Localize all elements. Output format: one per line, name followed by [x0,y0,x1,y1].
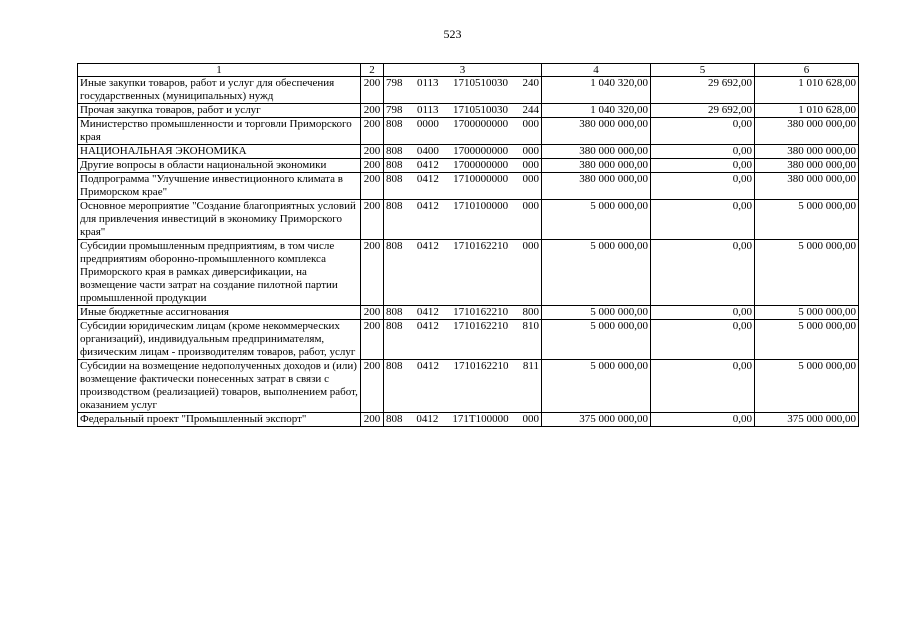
row-code-200-cell: 200 [361,413,384,427]
target-article-code: 1700000000 [453,118,509,130]
department-code: 808 [386,240,403,252]
table-header-row [78,64,859,77]
row-change-cell: 0,00 [651,173,755,200]
column-header: 2 [361,64,384,77]
row-code-200-cell: 200 [361,200,384,240]
table-row [78,104,859,118]
section-code: 0412 [416,360,439,372]
classification-code [386,77,539,90]
row-amount-cell: 1 040 320,00 [542,77,651,104]
target-article-code: 1710162210 [453,240,509,252]
row-code-200-cell: 200 [361,240,384,306]
row-change-cell: 29 692,00 [651,77,755,104]
row-amount-cell: 5 000 000,00 [542,240,651,306]
expense-type-code: 244 [522,104,539,116]
department-code: 808 [386,173,403,185]
row-name-cell: НАЦИОНАЛЬНАЯ ЭКОНОМИКА [78,145,361,159]
table-body [78,77,859,427]
row-total-cell: 380 000 000,00 [755,173,859,200]
expense-type-code: 000 [522,159,539,171]
column-header: 1 [78,64,361,77]
row-classification-code-cell [384,413,542,427]
classification-code [386,104,539,117]
row-classification-code-cell [384,118,542,145]
column-header: 5 [651,64,755,77]
row-change-cell: 0,00 [651,145,755,159]
row-name-cell: Основное мероприятие "Создание благоприятных условий для привлечения инвестиций в экономику Приморского края" [78,200,361,240]
row-amount-cell: 5 000 000,00 [542,200,651,240]
target-article-code: 1710100000 [453,200,509,212]
row-total-cell: 375 000 000,00 [755,413,859,427]
row-amount-cell: 5 000 000,00 [542,306,651,320]
section-code: 0113 [416,77,439,89]
classification-code [386,306,539,319]
department-code: 798 [386,77,403,89]
expense-type-code: 811 [522,360,539,372]
department-code: 808 [386,320,403,332]
row-total-cell: 5 000 000,00 [755,320,859,360]
target-article-code: 1710000000 [453,173,509,185]
expense-type-code: 000 [522,240,539,252]
section-code: 0412 [416,413,439,425]
table-row [78,413,859,427]
row-classification-code-cell [384,173,542,200]
row-classification-code-cell [384,145,542,159]
row-classification-code-cell [384,104,542,118]
table-row [78,173,859,200]
row-name-cell: Прочая закупка товаров, работ и услуг [78,104,361,118]
row-code-200-cell: 200 [361,77,384,104]
table-row [78,306,859,320]
row-change-cell: 0,00 [651,413,755,427]
row-name-cell: Субсидии юридическим лицам (кроме некоммерческих организаций), индивидуальным предпринимателям, физическим лицам - производителям товаров, работ, услуг [78,320,361,360]
row-classification-code-cell [384,306,542,320]
row-code-200-cell: 200 [361,306,384,320]
section-code: 0412 [416,173,439,185]
row-amount-cell: 380 000 000,00 [542,159,651,173]
department-code: 808 [386,159,403,171]
row-total-cell: 5 000 000,00 [755,360,859,413]
target-article-code: 1700000000 [453,145,509,157]
row-code-200-cell: 200 [361,173,384,200]
table-row [78,320,859,360]
table-row [78,200,859,240]
department-code: 808 [386,413,403,425]
row-classification-code-cell [384,159,542,173]
row-amount-cell: 380 000 000,00 [542,118,651,145]
row-name-cell: Иные закупки товаров, работ и услуг для обеспечения государственных (муниципальных) нужд [78,77,361,104]
row-amount-cell: 5 000 000,00 [542,360,651,413]
classification-code [386,145,539,158]
classification-code [386,159,539,172]
row-code-200-cell: 200 [361,159,384,173]
row-total-cell: 1 010 628,00 [755,104,859,118]
row-amount-cell: 5 000 000,00 [542,320,651,360]
row-name-cell: Министерство промышленности и торговли Приморского края [78,118,361,145]
row-amount-cell: 380 000 000,00 [542,145,651,159]
classification-code [386,118,539,131]
row-code-200-cell: 200 [361,320,384,360]
row-total-cell: 5 000 000,00 [755,306,859,320]
department-code: 808 [386,200,403,212]
row-change-cell: 29 692,00 [651,104,755,118]
budget-table [77,63,859,427]
table-row [78,118,859,145]
expense-type-code: 000 [522,413,539,425]
classification-code [386,360,539,373]
row-change-cell: 0,00 [651,360,755,413]
department-code: 808 [386,306,403,318]
table-row [78,145,859,159]
expense-type-code: 000 [522,173,539,185]
expense-type-code: 800 [522,306,539,318]
row-total-cell: 1 010 628,00 [755,77,859,104]
target-article-code: 171T100000 [452,413,509,425]
row-name-cell: Федеральный проект "Промышленный экспорт" [78,413,361,427]
table-row [78,360,859,413]
classification-code [386,413,539,426]
classification-code [386,173,539,186]
row-total-cell: 5 000 000,00 [755,240,859,306]
section-code: 0412 [416,159,439,171]
section-code: 0113 [416,104,439,116]
expense-type-code: 240 [522,77,539,89]
row-total-cell: 5 000 000,00 [755,200,859,240]
row-amount-cell: 1 040 320,00 [542,104,651,118]
target-article-code: 1710162210 [453,360,509,372]
row-name-cell: Иные бюджетные ассигнования [78,306,361,320]
row-amount-cell: 380 000 000,00 [542,173,651,200]
section-code: 0412 [416,200,439,212]
target-article-code: 1710510030 [453,77,509,89]
row-amount-cell: 375 000 000,00 [542,413,651,427]
row-change-cell: 0,00 [651,240,755,306]
expense-type-code: 000 [522,200,539,212]
expense-type-code: 810 [522,320,539,332]
expense-type-code: 000 [522,118,539,130]
section-code: 0400 [416,145,439,157]
row-name-cell: Другие вопросы в области национальной экономики [78,159,361,173]
section-code: 0412 [416,320,439,332]
row-change-cell: 0,00 [651,118,755,145]
table-row [78,77,859,104]
column-header: 6 [755,64,859,77]
classification-code [386,320,539,333]
department-code: 808 [386,360,403,372]
target-article-code: 1710162210 [453,306,509,318]
row-total-cell: 380 000 000,00 [755,145,859,159]
row-name-cell: Субсидии промышленным предприятиям, в том числе предприятиям оборонно-промышленного комплекса Приморского края в рамках диверсификации, на возмещение части затрат на создание пилотной партии промышленной продукции [78,240,361,306]
row-change-cell: 0,00 [651,159,755,173]
section-code: 0412 [416,306,439,318]
row-classification-code-cell [384,360,542,413]
table-row [78,240,859,306]
classification-code [386,240,539,253]
row-classification-code-cell [384,240,542,306]
classification-code [386,200,539,213]
row-code-200-cell: 200 [361,360,384,413]
department-code: 808 [386,118,403,130]
department-code: 798 [386,104,403,116]
row-classification-code-cell [384,77,542,104]
row-name-cell: Субсидии на возмещение недополученных доходов и (или) возмещение фактически понесенных затрат в связи с производством (реализацией) товаров, выполнением работ, оказанием услуг [78,360,361,413]
row-classification-code-cell [384,320,542,360]
section-code: 0412 [416,240,439,252]
row-total-cell: 380 000 000,00 [755,159,859,173]
row-change-cell: 0,00 [651,320,755,360]
target-article-code: 1700000000 [453,159,509,171]
row-name-cell: Подпрограмма "Улучшение инвестиционного климата в Приморском крае" [78,173,361,200]
row-code-200-cell: 200 [361,104,384,118]
section-code: 0000 [416,118,439,130]
row-classification-code-cell [384,200,542,240]
target-article-code: 1710162210 [453,320,509,332]
table-row [78,159,859,173]
page-number: 523 [443,27,462,41]
row-code-200-cell: 200 [361,145,384,159]
column-header: 3 [384,64,542,77]
column-header: 4 [542,64,651,77]
row-total-cell: 380 000 000,00 [755,118,859,145]
row-change-cell: 0,00 [651,306,755,320]
department-code: 808 [386,145,403,157]
row-change-cell: 0,00 [651,200,755,240]
expense-type-code: 000 [522,145,539,157]
row-code-200-cell: 200 [361,118,384,145]
target-article-code: 1710510030 [453,104,509,116]
